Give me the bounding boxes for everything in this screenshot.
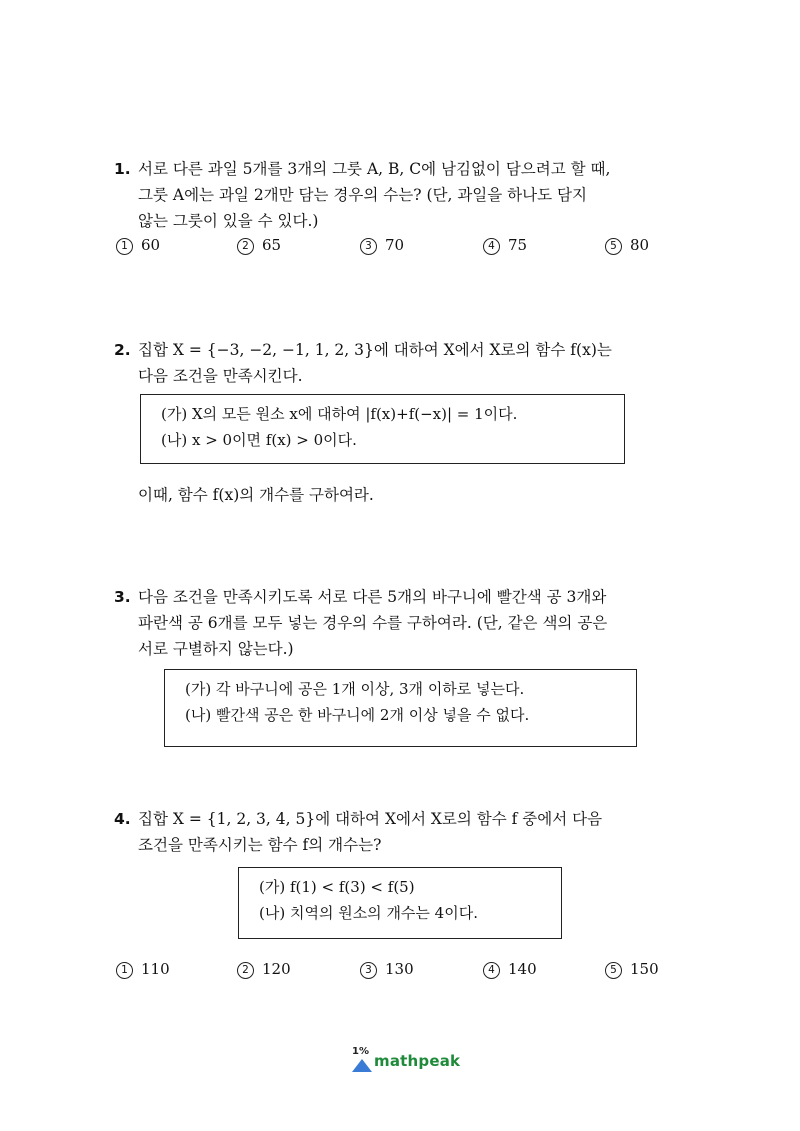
condition-line: (나) 치역의 원소의 개수는 4이다. — [259, 904, 478, 922]
condition-line: (나) 빨간색 공은 한 바구니에 2개 이상 넣을 수 없다. — [185, 706, 530, 724]
mountain-icon — [352, 1058, 372, 1072]
problem-text-line: 이때, 함수 f(x)의 개수를 구하여라. — [138, 486, 374, 504]
circled-number-icon: 3 — [360, 238, 377, 255]
circled-number-icon: 4 — [483, 238, 500, 255]
condition-line: (가) 각 바구니에 공은 1개 이상, 3개 이하로 넣는다. — [185, 680, 525, 698]
answer-choices-4 — [116, 960, 676, 984]
condition-line: (가) X의 모든 원소 x에 대하여 |f(x)+f(−x)| = 1이다. — [161, 405, 518, 423]
mathpeak-logo — [352, 1046, 462, 1076]
choice-value: 65 — [262, 236, 282, 254]
choice-4[interactable] — [483, 960, 537, 979]
choice-3[interactable] — [360, 960, 414, 979]
choice-2[interactable] — [237, 960, 291, 979]
circled-number-icon: 2 — [237, 238, 254, 255]
condition-box-3 — [164, 669, 637, 747]
condition-box-2 — [140, 394, 625, 464]
problem-number: 3. — [114, 588, 131, 606]
problem-3 — [116, 584, 676, 662]
choice-value: 130 — [385, 960, 414, 978]
problem-text-line: 파란색 공 6개를 모두 넣는 경우의 수를 구하여라. (단, 같은 색의 공은 — [138, 614, 608, 632]
logo-brand: mathpeak — [374, 1052, 461, 1070]
circled-number-icon: 1 — [116, 962, 133, 979]
circled-number-icon: 2 — [237, 962, 254, 979]
choice-1[interactable] — [116, 960, 170, 979]
circled-number-icon: 3 — [360, 962, 377, 979]
choice-value: 140 — [508, 960, 537, 978]
choice-value: 80 — [630, 236, 650, 254]
problem-1 — [116, 156, 676, 234]
problem-text-line: 다음 조건을 만족시킨다. — [138, 367, 303, 385]
circled-number-icon: 4 — [483, 962, 500, 979]
problem-text-line: 서로 다른 과일 5개를 3개의 그룻 A, B, C에 남김없이 담으려고 할 때, — [138, 160, 611, 178]
problem-number: 4. — [114, 810, 131, 828]
problem-number: 1. — [114, 160, 131, 178]
choice-value: 70 — [385, 236, 405, 254]
problem-text-line: 다음 조건을 만족시키도록 서로 다른 5개의 바구니에 빨간색 공 3개와 — [138, 588, 607, 606]
problem-text-line: 집합 X = {−3, −2, −1, 1, 2, 3}에 대하여 X에서 X로의 함수 f(x)는 — [138, 341, 612, 359]
condition-box-4 — [238, 867, 562, 939]
problem-2 — [116, 337, 676, 389]
choice-5[interactable] — [605, 960, 659, 979]
circled-number-icon: 5 — [605, 238, 622, 255]
circled-number-icon: 5 — [605, 962, 622, 979]
problem-2-question — [116, 482, 676, 508]
choice-value: 110 — [141, 960, 170, 978]
problem-text-line: 그룻 A에는 과일 2개만 담는 경우의 수는? (단, 과일을 하나도 담지 — [138, 186, 587, 204]
choice-2[interactable] — [237, 236, 281, 255]
problem-text-line: 조건을 만족시키는 함수 f의 개수는? — [138, 836, 382, 854]
circled-number-icon: 1 — [116, 238, 133, 255]
choice-value: 120 — [262, 960, 291, 978]
choice-3[interactable] — [360, 236, 404, 255]
choice-value: 75 — [508, 236, 528, 254]
problem-text-line: 서로 구별하지 않는다.) — [138, 640, 294, 658]
problem-text-line: 않는 그룻이 있을 수 있다.) — [138, 212, 319, 230]
problem-4 — [116, 806, 676, 858]
choice-1[interactable] — [116, 236, 160, 255]
choice-4[interactable] — [483, 236, 527, 255]
choice-value: 60 — [141, 236, 161, 254]
choice-value: 150 — [630, 960, 659, 978]
choice-5[interactable] — [605, 236, 649, 255]
problem-number: 2. — [114, 341, 131, 359]
answer-choices-1 — [116, 236, 676, 260]
condition-line: (가) f(1) < f(3) < f(5) — [259, 878, 415, 896]
condition-line: (나) x > 0이면 f(x) > 0이다. — [161, 431, 357, 449]
logo-percent: 1% — [352, 1046, 369, 1057]
problem-text-line: 집합 X = {1, 2, 3, 4, 5}에 대하여 X에서 X로의 함수 f 중에서 다음 — [138, 810, 603, 828]
